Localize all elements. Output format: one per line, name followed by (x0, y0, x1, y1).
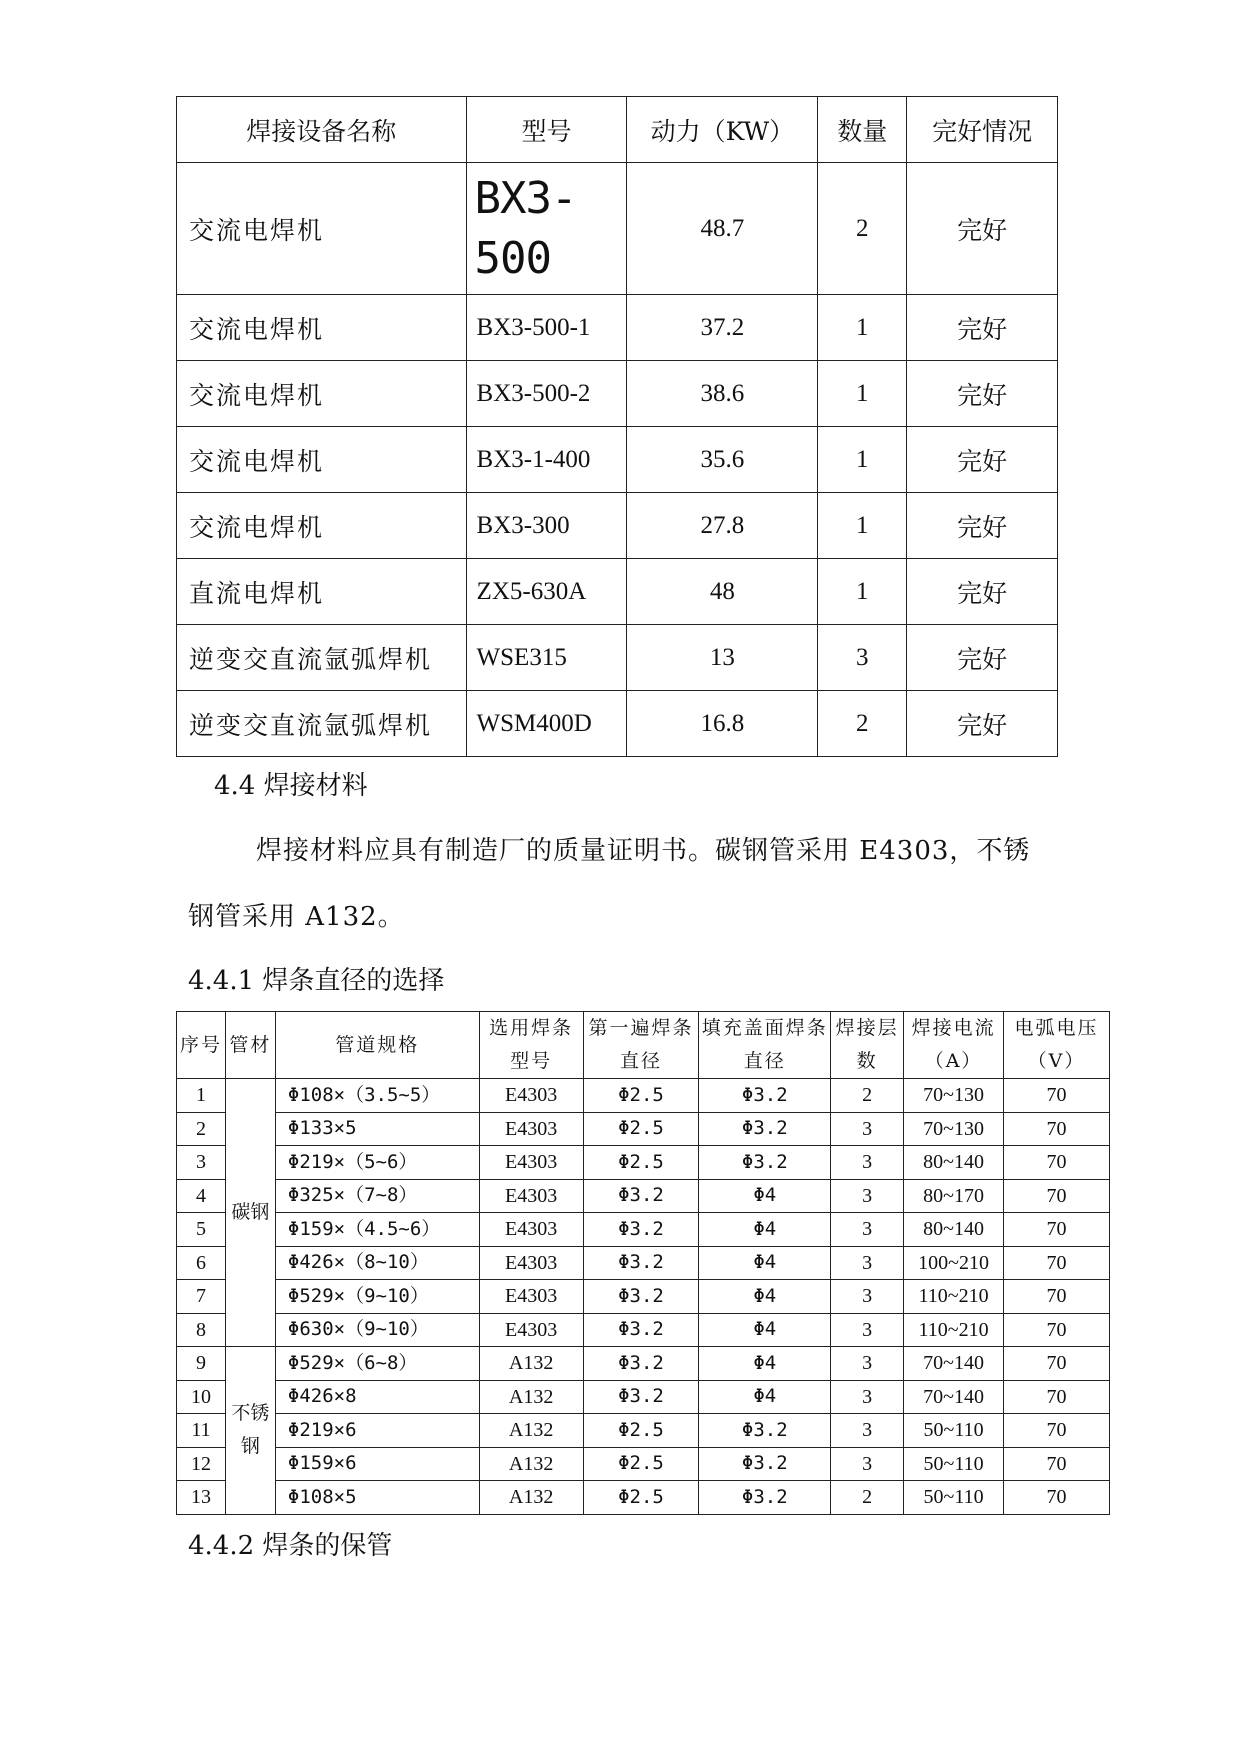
equipment-name: 交流电焊机 (177, 493, 467, 559)
electrode-model: E4303 (479, 1146, 583, 1180)
header-power: 动力（KW） (627, 97, 818, 163)
equipment-power: 48.7 (627, 163, 818, 295)
row-seq: 3 (177, 1146, 226, 1180)
pipe-spec: Φ325×（7~8） (275, 1179, 479, 1213)
equipment-name: 交流电焊机 (177, 427, 467, 493)
header-pipe-spec: 管道规格 (275, 1012, 479, 1079)
weld-current: 80~140 (904, 1213, 1004, 1247)
first-pass-diameter: Φ2.5 (583, 1146, 699, 1180)
equipment-power: 38.6 (627, 361, 818, 427)
weld-layers: 3 (831, 1179, 904, 1213)
arc-voltage: 70 (1004, 1112, 1110, 1146)
electrode-model: E4303 (479, 1179, 583, 1213)
electrode-model: E4303 (479, 1112, 583, 1146)
electrode-model: E4303 (479, 1246, 583, 1280)
header-condition: 完好情况 (907, 97, 1058, 163)
weld-current: 50~110 (904, 1481, 1004, 1515)
arc-voltage: 70 (1004, 1481, 1110, 1515)
pipe-spec: Φ219×6 (275, 1414, 479, 1448)
table-row (177, 1146, 1110, 1180)
electrode-model: E4303 (479, 1280, 583, 1314)
equipment-model: WSM400D (466, 691, 627, 757)
header-voltage: 电弧电压（V） (1004, 1012, 1110, 1079)
equipment-name: 逆变交直流氩弧焊机 (177, 691, 467, 757)
weld-current: 70~140 (904, 1347, 1004, 1381)
weld-layers: 3 (831, 1414, 904, 1448)
arc-voltage: 70 (1004, 1146, 1110, 1180)
equipment-name: 逆变交直流氩弧焊机 (177, 625, 467, 691)
pipe-spec: Φ529×（6~8） (275, 1347, 479, 1381)
row-seq: 6 (177, 1246, 226, 1280)
first-pass-diameter: Φ3.2 (583, 1380, 699, 1414)
table-row (177, 163, 1058, 295)
weld-current: 80~170 (904, 1179, 1004, 1213)
pipe-spec: Φ219×（5~6） (275, 1146, 479, 1180)
table-row (177, 1079, 1110, 1113)
equipment-condition: 完好 (907, 691, 1058, 757)
weld-current: 50~110 (904, 1414, 1004, 1448)
arc-voltage: 70 (1004, 1414, 1110, 1448)
equipment-name: 交流电焊机 (177, 295, 467, 361)
equipment-power: 48 (627, 559, 818, 625)
weld-current: 50~110 (904, 1447, 1004, 1481)
first-pass-diameter: Φ3.2 (583, 1246, 699, 1280)
table-row (177, 493, 1058, 559)
weld-layers: 2 (831, 1079, 904, 1113)
weld-current: 70~130 (904, 1112, 1004, 1146)
weld-layers: 2 (831, 1481, 904, 1515)
header-fill-cap-dia: 填充盖面焊条直径 (699, 1012, 831, 1079)
weld-layers: 3 (831, 1213, 904, 1247)
equipment-model: ZX5-630A (466, 559, 627, 625)
row-seq: 12 (177, 1447, 226, 1481)
fill-cap-diameter: Φ4 (699, 1246, 831, 1280)
fill-cap-diameter: Φ4 (699, 1347, 831, 1381)
weld-layers: 3 (831, 1280, 904, 1314)
weld-current: 110~210 (904, 1313, 1004, 1347)
first-pass-diameter: Φ2.5 (583, 1079, 699, 1113)
first-pass-diameter: Φ2.5 (583, 1447, 699, 1481)
pipe-spec: Φ529×（9~10） (275, 1280, 479, 1314)
arc-voltage: 70 (1004, 1079, 1110, 1113)
table-row (177, 1112, 1110, 1146)
electrode-selection-table (176, 1011, 1110, 1515)
table-row (177, 427, 1058, 493)
equipment-condition: 完好 (907, 427, 1058, 493)
table-row (177, 691, 1058, 757)
equipment-condition: 完好 (907, 295, 1058, 361)
arc-voltage: 70 (1004, 1447, 1110, 1481)
pipe-spec: Φ159×6 (275, 1447, 479, 1481)
fill-cap-diameter: Φ3.2 (699, 1414, 831, 1448)
table-row (177, 1347, 1110, 1381)
pipe-spec: Φ108×（3.5~5） (275, 1079, 479, 1113)
weld-layers: 3 (831, 1380, 904, 1414)
arc-voltage: 70 (1004, 1179, 1110, 1213)
equipment-name: 交流电焊机 (177, 361, 467, 427)
equipment-name: 交流电焊机 (177, 163, 467, 295)
header-quantity: 数量 (818, 97, 907, 163)
table-row (177, 361, 1058, 427)
first-pass-diameter: Φ2.5 (583, 1112, 699, 1146)
arc-voltage: 70 (1004, 1313, 1110, 1347)
header-current: 焊接电流（A） (904, 1012, 1004, 1079)
fill-cap-diameter: Φ3.2 (699, 1079, 831, 1113)
equipment-model: BX3-500-2 (466, 361, 627, 427)
section-heading-4-4-2: 4.4.2 焊条的保管 (188, 1531, 393, 1561)
weld-layers: 3 (831, 1112, 904, 1146)
equipment-quantity: 1 (818, 493, 907, 559)
row-seq: 5 (177, 1213, 226, 1247)
table-row (177, 1280, 1110, 1314)
electrode-model: E4303 (479, 1213, 583, 1247)
row-seq: 4 (177, 1179, 226, 1213)
weld-current: 80~140 (904, 1146, 1004, 1180)
weld-current: 110~210 (904, 1280, 1004, 1314)
electrode-model: A132 (479, 1347, 583, 1381)
row-seq: 8 (177, 1313, 226, 1347)
equipment-quantity: 1 (818, 361, 907, 427)
equipment-model: BX3-300 (466, 493, 627, 559)
arc-voltage: 70 (1004, 1347, 1110, 1381)
electrode-model: A132 (479, 1447, 583, 1481)
header-material: 管材 (225, 1012, 275, 1079)
first-pass-diameter: Φ3.2 (583, 1347, 699, 1381)
weld-layers: 3 (831, 1347, 904, 1381)
equipment-power: 27.8 (627, 493, 818, 559)
pipe-spec: Φ108×5 (275, 1481, 479, 1515)
header-electrode-model: 选用焊条型号 (479, 1012, 583, 1079)
material-stainless-steel: 不锈钢 (225, 1347, 275, 1515)
equipment-condition: 完好 (907, 163, 1058, 295)
first-pass-diameter: Φ2.5 (583, 1414, 699, 1448)
pipe-spec: Φ426×8 (275, 1380, 479, 1414)
equipment-quantity: 2 (818, 691, 907, 757)
fill-cap-diameter: Φ3.2 (699, 1146, 831, 1180)
material-carbon-steel: 碳钢 (225, 1079, 275, 1347)
first-pass-diameter: Φ3.2 (583, 1280, 699, 1314)
equipment-model: BX3-500 (466, 163, 627, 295)
weld-current: 70~140 (904, 1380, 1004, 1414)
row-seq: 2 (177, 1112, 226, 1146)
arc-voltage: 70 (1004, 1213, 1110, 1247)
equipment-quantity: 1 (818, 559, 907, 625)
arc-voltage: 70 (1004, 1280, 1110, 1314)
fill-cap-diameter: Φ3.2 (699, 1447, 831, 1481)
pipe-spec: Φ426×（8~10） (275, 1246, 479, 1280)
electrode-model: A132 (479, 1414, 583, 1448)
fill-cap-diameter: Φ4 (699, 1280, 831, 1314)
row-seq: 13 (177, 1481, 226, 1515)
weld-current: 70~130 (904, 1079, 1004, 1113)
row-seq: 11 (177, 1414, 226, 1448)
fill-cap-diameter: Φ4 (699, 1313, 831, 1347)
fill-cap-diameter: Φ4 (699, 1179, 831, 1213)
equipment-model: BX3-1-400 (466, 427, 627, 493)
equipment-quantity: 3 (818, 625, 907, 691)
welding-equipment-table (176, 96, 1058, 757)
equipment-power: 37.2 (627, 295, 818, 361)
pipe-spec: Φ630×（9~10） (275, 1313, 479, 1347)
section-paragraph: 焊接材料应具有制造厂的质量证明书。碳钢管采用 E4303，不锈钢管采用 A132。 (188, 836, 1031, 932)
equipment-power: 35.6 (627, 427, 818, 493)
row-seq: 1 (177, 1079, 226, 1113)
electrode-model: E4303 (479, 1079, 583, 1113)
table-row (177, 1246, 1110, 1280)
equipment-quantity: 1 (818, 295, 907, 361)
equipment-model: WSE315 (466, 625, 627, 691)
table-row (177, 1481, 1110, 1515)
first-pass-diameter: Φ3.2 (583, 1313, 699, 1347)
row-seq: 9 (177, 1347, 226, 1381)
row-seq: 7 (177, 1280, 226, 1314)
equipment-condition: 完好 (907, 493, 1058, 559)
table-row (177, 1414, 1110, 1448)
fill-cap-diameter: Φ3.2 (699, 1481, 831, 1515)
section-heading-4-4: 4.4 焊接材料 (214, 771, 368, 801)
arc-voltage: 70 (1004, 1246, 1110, 1280)
header-seq: 序号 (177, 1012, 226, 1079)
table-row (177, 295, 1058, 361)
pipe-spec: Φ133×5 (275, 1112, 479, 1146)
header-layers: 焊接层数 (831, 1012, 904, 1079)
equipment-power: 13 (627, 625, 818, 691)
first-pass-diameter: Φ3.2 (583, 1213, 699, 1247)
row-seq: 10 (177, 1380, 226, 1414)
table-row (177, 1313, 1110, 1347)
equipment-condition: 完好 (907, 361, 1058, 427)
fill-cap-diameter: Φ4 (699, 1380, 831, 1414)
equipment-condition: 完好 (907, 559, 1058, 625)
table-row (177, 625, 1058, 691)
table-row (177, 1213, 1110, 1247)
equipment-quantity: 1 (818, 427, 907, 493)
section-heading-4-4-1: 4.4.1 焊条直径的选择 (188, 966, 445, 996)
table-row (177, 1447, 1110, 1481)
weld-current: 100~210 (904, 1246, 1004, 1280)
fill-cap-diameter: Φ3.2 (699, 1112, 831, 1146)
table-header-row (177, 1012, 1110, 1079)
header-model: 型号 (466, 97, 627, 163)
electrode-model: A132 (479, 1481, 583, 1515)
fill-cap-diameter: Φ4 (699, 1213, 831, 1247)
equipment-power: 16.8 (627, 691, 818, 757)
weld-layers: 3 (831, 1146, 904, 1180)
electrode-model: E4303 (479, 1313, 583, 1347)
table-row (177, 1179, 1110, 1213)
equipment-quantity: 2 (818, 163, 907, 295)
weld-layers: 3 (831, 1246, 904, 1280)
table-row (177, 1380, 1110, 1414)
equipment-name: 直流电焊机 (177, 559, 467, 625)
table-header-row (177, 97, 1058, 163)
weld-layers: 3 (831, 1313, 904, 1347)
first-pass-diameter: Φ3.2 (583, 1179, 699, 1213)
weld-layers: 3 (831, 1447, 904, 1481)
equipment-condition: 完好 (907, 625, 1058, 691)
table-row (177, 559, 1058, 625)
arc-voltage: 70 (1004, 1380, 1110, 1414)
electrode-model: A132 (479, 1380, 583, 1414)
first-pass-diameter: Φ2.5 (583, 1481, 699, 1515)
equipment-model: BX3-500-1 (466, 295, 627, 361)
header-first-pass-dia: 第一遍焊条直径 (583, 1012, 699, 1079)
header-equipment-name: 焊接设备名称 (177, 97, 467, 163)
pipe-spec: Φ159×（4.5~6） (275, 1213, 479, 1247)
